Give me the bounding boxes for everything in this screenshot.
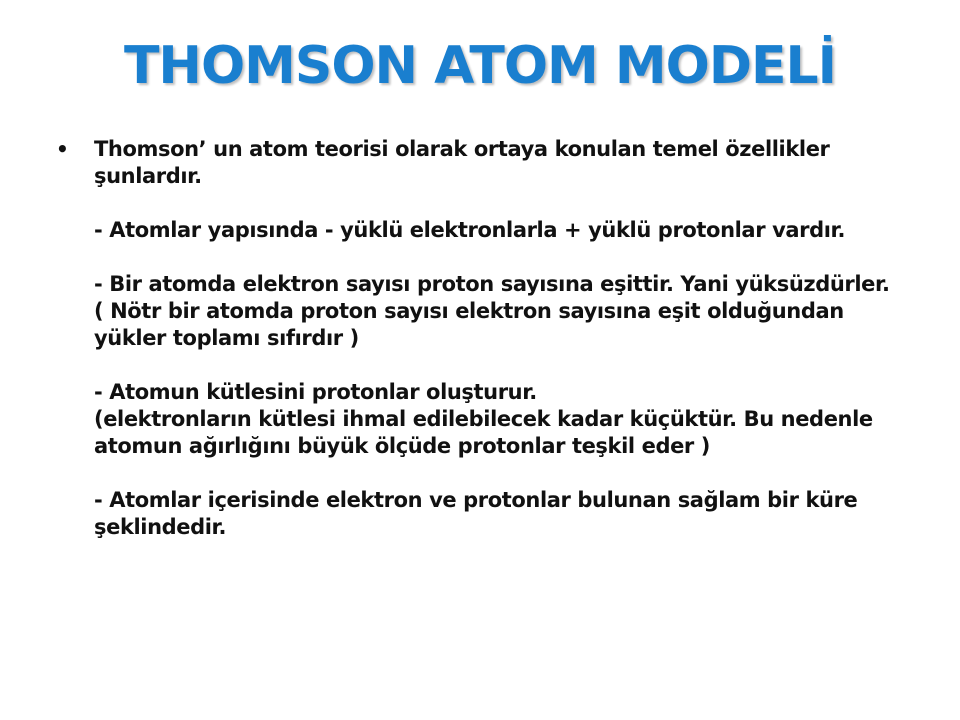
bullet-content bbox=[94, 136, 916, 541]
text-line: ( Nötr bir atomda proton sayısı elektron sayısına eşit olduğundan bbox=[94, 299, 844, 323]
text-line: - Atomlar yapısında - yüklü elektronlarla + yüklü protonlar vardır. bbox=[94, 218, 846, 242]
text-line: şunlardır. bbox=[94, 164, 202, 188]
intro-text bbox=[94, 136, 916, 190]
point-4 bbox=[94, 487, 916, 541]
text-line: (elektronların kütlesi ihmal edilebilecek kadar küçüktür. Bu nedenle bbox=[94, 407, 873, 431]
text-line: şeklindedir. bbox=[94, 515, 227, 539]
point-2 bbox=[94, 271, 916, 352]
text-line: atomun ağırlığını büyük ölçüde protonlar teşkil eder ) bbox=[94, 434, 710, 458]
point-3 bbox=[94, 379, 916, 460]
text-line: Thomson’ un atom teorisi olarak ortaya konulan temel özellikler bbox=[94, 137, 830, 161]
text-line: yükler toplamı sıfırdır ) bbox=[94, 326, 359, 350]
slide-title: THOMSON ATOM MODELİ bbox=[123, 36, 837, 96]
text-line: - Atomlar içerisinde elektron ve protonlar bulunan sağlam bir küre bbox=[94, 488, 858, 512]
text-line: - Bir atomda elektron sayısı proton sayısına eşittir. Yani yüksüzdürler. bbox=[94, 272, 890, 296]
text-line: - Atomun kütlesini protonlar oluşturur. bbox=[94, 380, 537, 404]
point-1 bbox=[94, 217, 916, 244]
bullet-item bbox=[56, 136, 916, 541]
bullet-icon: • bbox=[56, 137, 69, 161]
slide-body bbox=[56, 136, 916, 541]
